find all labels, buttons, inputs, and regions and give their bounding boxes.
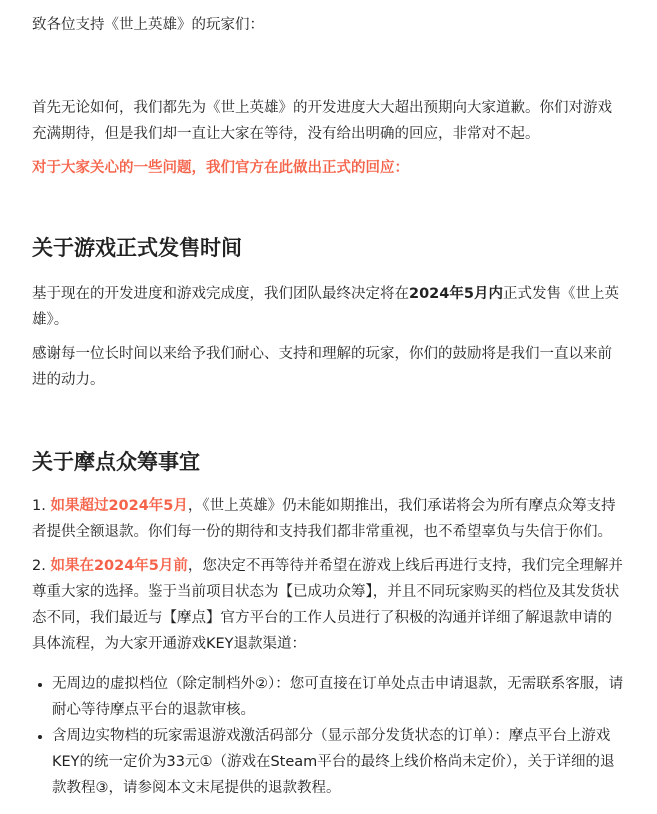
crowdfunding-item-2: 2. 如果在2024年5月前，您决定不再等待并希望在游戏上线后再进行支持，我们完全理解并尊重大家的选择。鉴于当前项目状态为【已成功众筹】，并且不同玩家购买的档位及其发货状态不同，我们最近与【摩点】官方平台的工作人员进行了积极的沟通并详细了解退款申请的具体流程，为大家开通游戏KEY退款渠道： <box>32 558 623 652</box>
release-date: 2024年5月内 <box>409 286 503 302</box>
greeting: 致各位支持《世上英雄》的玩家们： <box>32 17 264 33</box>
release-paragraph: 基于现在的开发进度和游戏完成度，我们团队最终决定将在2024年5月内正式发售《世上英雄》。 <box>32 286 619 328</box>
official-response-heading <box>32 155 625 181</box>
item2-highlight: 如果在2024年5月前 <box>50 558 188 574</box>
thanks-paragraph: 感谢每一位长时间以来给予我们耐心、支持和理解的玩家，你们的鼓励将是我们一直以来前进的动力。 <box>32 346 612 388</box>
item1-highlight: 如果超过2024年5月 <box>50 498 188 514</box>
refund-options-list <box>32 671 625 801</box>
crowdfunding-item-1: 1. 如果超过2024年5月，《世上英雄》仍未能如期推出，我们承诺将会为所有摩点众筹支持者提供全额退款。你们每一份的期待和支持我们都非常重视，也不希望辜负与失信于你们。 <box>32 498 616 540</box>
section-crowdfunding-title: 关于摩点众筹事宜 <box>32 450 200 474</box>
announcement-article <box>0 12 657 801</box>
section-release-title: 关于游戏正式发售时间 <box>32 236 242 260</box>
official-response-text: 对于大家关心的一些问题，我们官方在此做出正式的回应： <box>32 160 409 176</box>
refund-option-physical: • 含周边实物档的玩家需退游戏激活码部分（显示部分发货状态的订单）：摩点平台上游戏KEY的统一定价为33元①（游戏在Steam平台的最终上线价格尚未定价），关于详细的退款教程③，请参阅本文末尾提供的退款教程。 <box>52 723 625 801</box>
refund-option-virtual: • 无周边的虚拟档位（除定制档外②）：您可直接在订单处点击申请退款，无需联系客服，请耐心等待摩点平台的退款审核。 <box>52 671 625 723</box>
apology-paragraph: 首先无论如何，我们都先为《世上英雄》的开发进度大大超出预期向大家道歉。你们对游戏充满期待，但是我们却一直让大家在等待，没有给出明确的回应，非常对不起。 <box>32 100 612 142</box>
